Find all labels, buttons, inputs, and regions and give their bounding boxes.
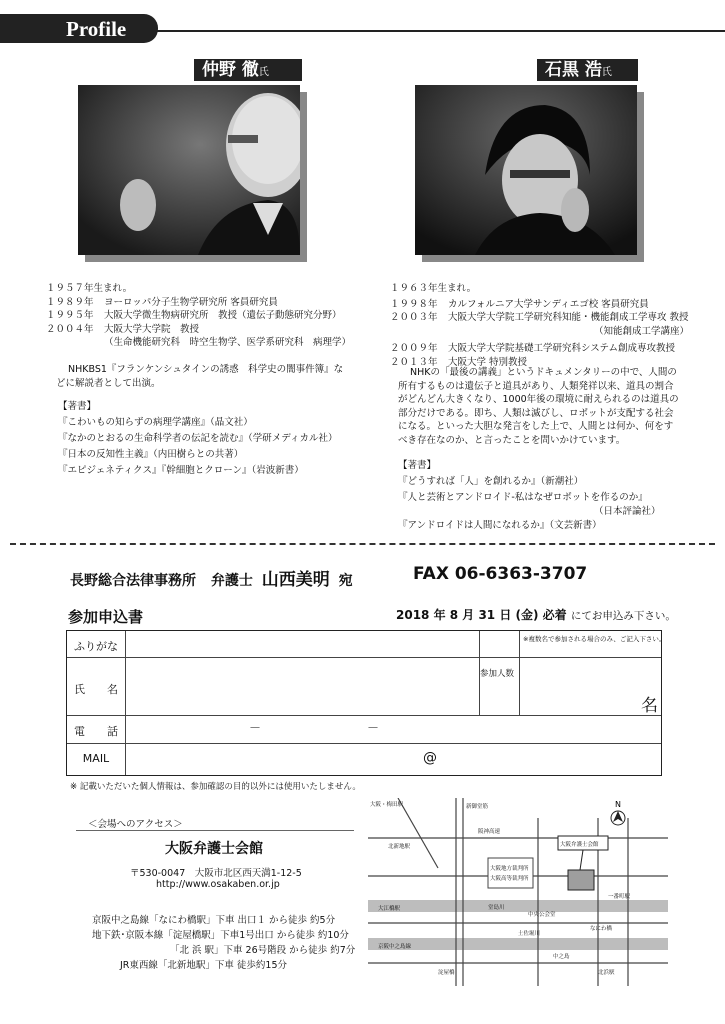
- bio-text: 大阪大学大学院工学研究科知能・機能創成工学専攻 教授: [448, 312, 689, 323]
- book-item: 『なかのとおるの生命科学者の伝記を読む』（学研メディカル社）: [58, 433, 338, 444]
- bio-text: 大阪大学微生物病研究所 教授（遺伝子動態研究分野）: [104, 310, 342, 321]
- email-input[interactable]: [127, 745, 659, 773]
- map-label: 京阪中之島線: [378, 944, 412, 950]
- fax-recipient: [70, 565, 353, 590]
- access-rule: [76, 830, 354, 831]
- map-label: 淀屋橋: [438, 970, 455, 976]
- venue-url[interactable]: http://www.osakaben.or.jp: [156, 879, 280, 890]
- profile-honorific: 氏: [601, 67, 612, 78]
- phone-input[interactable]: [127, 717, 659, 741]
- map-label: 一番町駅: [608, 894, 631, 900]
- books-heading: 【著書】: [58, 401, 97, 412]
- profile-books: [58, 399, 338, 479]
- privacy-note: ※ 記載いただいた個人情報は、参加確認の目的以外には使用いたしません。: [70, 782, 361, 792]
- bio-text: （知能創成工学講座）: [594, 325, 690, 337]
- bio-text: 大阪大学大学院基礎工学研究科システム創成専攻教授: [448, 343, 676, 354]
- book-item: 『アンドロイドは人間になれるか』（文芸新書）: [398, 520, 602, 531]
- deadline-date: 2018 年 8 月 31 日 (金) 必着: [396, 608, 567, 622]
- application-form: [66, 630, 666, 776]
- bio-row: [46, 282, 351, 296]
- recipient-suffix: 宛: [338, 573, 353, 589]
- profile-bio: [390, 282, 689, 369]
- office-name: 長野総合法律事務所: [70, 573, 196, 589]
- profile-photo: [415, 85, 637, 255]
- portrait-photo-icon: [415, 85, 637, 255]
- profile-bio: [46, 282, 351, 350]
- map-label: 土佐堀川: [518, 931, 541, 937]
- map-label: 阪神高速: [478, 829, 501, 835]
- bio-text: カルフォルニア大学サンディエゴ校 客員研究員: [448, 298, 649, 310]
- bio-text: ヨーロッパ分子生物学研究所 客員研究員: [104, 296, 278, 308]
- venue-address: 〒530-0047 大阪市北区西天満1-12-5: [130, 868, 302, 879]
- bio-year: ２００９年: [390, 343, 438, 354]
- bio-year: ２０１３年: [390, 356, 438, 368]
- bio-row: [390, 325, 689, 339]
- bio-row: [46, 309, 351, 323]
- profile-books: [398, 458, 661, 534]
- phone-label: 電 話: [74, 725, 118, 738]
- deadline-text: にてお申込み下さい。: [570, 610, 676, 622]
- bio-text: 大阪大学大学院 教授: [104, 323, 200, 335]
- name-input[interactable]: [127, 658, 477, 714]
- access-map: [368, 798, 668, 986]
- bio-row: [46, 323, 351, 337]
- phone-dash: －: [249, 721, 262, 735]
- bio-row: [46, 336, 351, 350]
- map-label: なにわ橋: [590, 926, 613, 932]
- bio-row: [46, 296, 351, 310]
- attendees-note: ※複数名で参加される場合のみ、ご記入下さい。: [523, 635, 666, 643]
- route-item: 「北 浜 駅」下車 26号階段 から徒歩 約7分: [170, 945, 356, 956]
- profile-name-tag: [537, 59, 638, 81]
- profile-name: 石黒 浩: [545, 60, 602, 80]
- attendees-input[interactable]: [521, 645, 659, 713]
- lawyer-name: 山西美明: [261, 570, 330, 590]
- bio-year: １９９５年: [46, 310, 94, 321]
- map-label: 中央公会堂: [528, 912, 556, 918]
- book-item: （日本評論社）: [594, 506, 661, 517]
- map-label: 堂島川: [488, 905, 505, 911]
- river: [368, 938, 668, 950]
- map-label: 大阪高等裁判所: [490, 876, 529, 882]
- map-label: 中之島: [553, 954, 570, 960]
- access-routes: [92, 913, 355, 973]
- bio-year: １９９８年: [390, 298, 438, 310]
- profile-description: NHKの「最後の講義」というドキュメンタリーの中で、人間の所有するものは遺伝子と道具があり、人類発祥以来、道具の割合がどんどん大きくなり、1000年後の環境に耐えられるのは道具の部分だけである。即ち、人類は滅びし、ロボットが支配する社会になる。といった大胆な発言をした上で、人間とは何か、何をすべき存在なのか、と言ったことを問いかけています。: [398, 367, 679, 446]
- profile-tab: Profile: [0, 14, 158, 43]
- map-label: 新御堂筋: [466, 804, 489, 810]
- bio-text: 大阪大学 特別教授: [448, 356, 528, 368]
- furigana-input[interactable]: [127, 632, 477, 656]
- map-label: 大阪地方裁判所: [490, 866, 529, 872]
- map-label: 大阪弁護士会館: [560, 842, 599, 848]
- deadline: [396, 606, 676, 623]
- furigana-label: ふりがな: [74, 640, 118, 653]
- book-item: 『エピジェネティクス』『幹細胞とクローン』（岩波新書）: [58, 465, 304, 476]
- map-label: 大阪・梅田駅: [370, 802, 404, 808]
- bio-row: [390, 282, 689, 296]
- north-label: N: [615, 800, 621, 809]
- route-item: 京阪中之島線「なにわ橋駅」下車 出口１ から徒歩 約5分: [92, 915, 336, 926]
- books-heading: 【著書】: [398, 460, 437, 471]
- profile-photo: [78, 85, 300, 255]
- bio-row: [390, 342, 689, 356]
- book-item: 『人と芸術とアンドロイド-私はなぜロボットを作るのか』: [398, 492, 648, 503]
- attendees-label: 参加人数: [480, 669, 515, 679]
- profile-name-tag: [194, 59, 302, 81]
- form-title: 参加申込書: [68, 608, 144, 626]
- lawyer-role: 弁護士: [210, 573, 253, 589]
- route-item: JR東西線「北新地駅」下車 徒歩約15分: [120, 960, 288, 971]
- map-graphic: [368, 798, 668, 986]
- cut-line: [10, 543, 715, 545]
- book-item: 『日本の反知性主義』（内田樹らとの共著）: [58, 449, 244, 460]
- bio-year: １９８９年: [46, 296, 94, 308]
- portrait-photo-icon: [78, 85, 300, 255]
- mail-label: MAIL: [82, 752, 110, 765]
- bio-year: ２００３年: [390, 312, 438, 323]
- river: [368, 900, 668, 912]
- venue-name: 大阪弁護士会館: [165, 841, 263, 857]
- map-label: 北新地駅: [388, 844, 411, 850]
- bio-year: １９６３年生まれ。: [390, 283, 477, 294]
- profile-description: NHKBS1『フランケンシュタインの誘惑 科学史の闇事件簿』などに解説者として出演。: [56, 364, 344, 389]
- bio-text: （生命機能研究科 時空生物学、医学系研究科 病理学）: [104, 337, 352, 348]
- access-heading: ＜会場へのアクセス＞: [88, 819, 183, 830]
- fax-number: FAX 06-6363-3707: [413, 564, 588, 584]
- bio-year: ２００４年: [46, 323, 94, 335]
- route-item: 地下鉄･京阪本線「淀屋橋駅」下車1号出口 から徒歩 約10分: [92, 930, 349, 941]
- attendees-unit: 名: [641, 696, 658, 716]
- bio-row: [390, 311, 689, 325]
- name-label: 氏 名: [74, 683, 118, 696]
- profile-name: 仲野 徹: [202, 60, 259, 80]
- bio-year: １９５７年生まれ。: [46, 283, 133, 294]
- phone-dash: －: [367, 721, 380, 735]
- map-label: 北浜駅: [598, 970, 615, 976]
- book-item: 『こわいもの知らずの病理学講座』（晶文社）: [58, 417, 253, 428]
- bio-row: [390, 298, 689, 312]
- map-label: 大江橋駅: [378, 906, 401, 912]
- form-divider: [125, 631, 126, 775]
- profile-honorific: 氏: [258, 67, 269, 78]
- form-divider: [519, 631, 520, 715]
- at-sign: @: [423, 750, 437, 766]
- book-item: 『どうすれば「人」を創れるか』（新潮社）: [398, 476, 584, 487]
